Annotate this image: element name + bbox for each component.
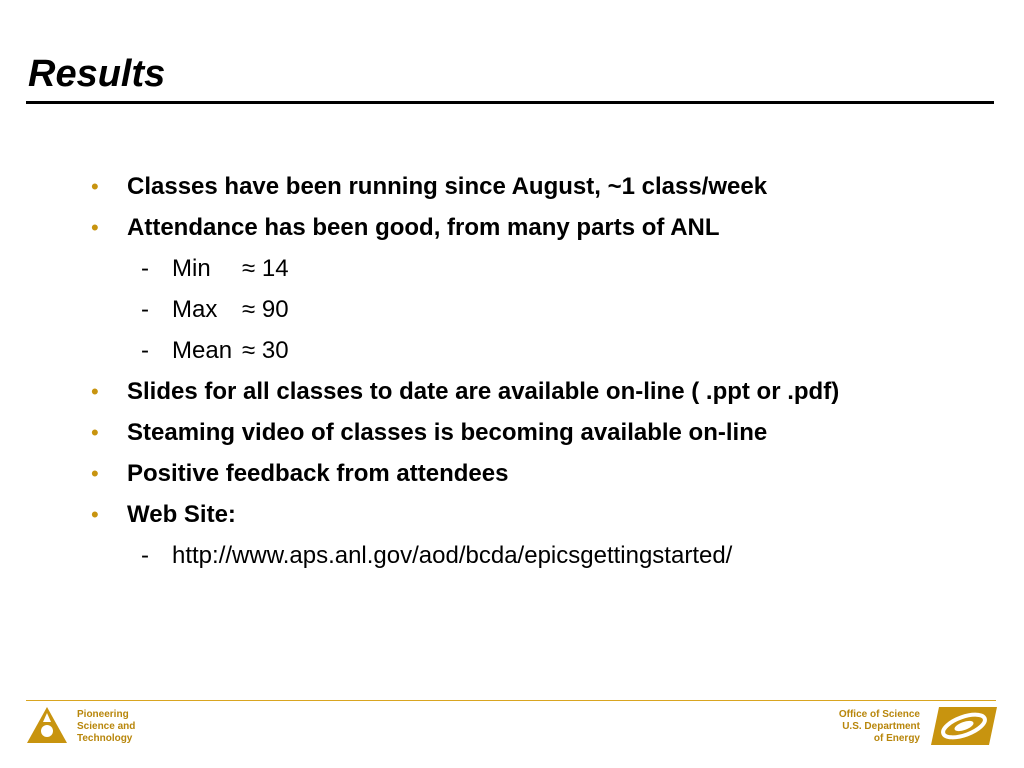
bullet-item (0, 166, 1024, 207)
footer-right-line: Office of Science (838, 709, 920, 720)
web-site-url: http://www.aps.anl.gov/aod/bcda/epicsgettingstarted/ (172, 542, 733, 569)
stat-label: Mean (172, 337, 233, 364)
dash-icon: - (141, 337, 149, 364)
sub-bullet-text (172, 289, 289, 330)
footer-right-line: of Energy (873, 733, 920, 744)
bullet-item (0, 494, 1024, 535)
bullet-text: Slides for all classes to date are available on-line ( .ppt or .pdf) (127, 378, 840, 405)
sub-bullet-item (0, 535, 1024, 576)
footer-left-line: Technology (77, 733, 133, 744)
bullet-text: Classes have been running since August, ~1 class/week (127, 173, 768, 200)
stat-value: ≈ 90 (242, 296, 289, 323)
sub-bullet-item (0, 248, 1024, 289)
bullet-text: Positive feedback from attendees (127, 460, 509, 487)
bullet-icon: • (91, 379, 99, 404)
bullet-text: Attendance has been good, from many parts of ANL (127, 214, 720, 241)
slide-title: Results (28, 53, 166, 95)
footer-left-line: Science and (77, 721, 136, 732)
argonne-logo-icon (26, 706, 68, 744)
sub-bullet-item (0, 289, 1024, 330)
stat-value: ≈ 30 (242, 337, 289, 364)
footer-right-line: U.S. Department (842, 721, 920, 732)
bullet-text: Steaming video of classes is becoming available on-line (127, 419, 768, 446)
dash-icon: - (141, 255, 149, 282)
bullet-icon: • (91, 215, 99, 240)
footer-divider (26, 700, 996, 701)
sub-bullet-text (172, 248, 289, 289)
bullet-text: Web Site: (127, 501, 236, 528)
stat-label: Min (172, 255, 211, 282)
bullet-icon: • (91, 420, 99, 445)
bullet-icon: • (91, 502, 99, 527)
sub-bullet-item (0, 330, 1024, 371)
doe-logo-icon (931, 707, 997, 745)
sub-bullet-text (172, 330, 289, 371)
title-divider (26, 101, 994, 104)
bullet-item (0, 207, 1024, 248)
dash-icon: - (141, 542, 149, 569)
footer-left-line: Pioneering (77, 709, 129, 720)
dash-icon: - (141, 296, 149, 323)
stat-value: ≈ 14 (242, 255, 289, 282)
bullet-icon: • (91, 174, 99, 199)
stat-label: Max (172, 296, 218, 323)
bullet-item (0, 412, 1024, 453)
bullet-item (0, 371, 1024, 412)
bullet-list (0, 166, 1024, 576)
footer-left-text (77, 709, 135, 745)
bullet-item (0, 453, 1024, 494)
bullet-icon: • (91, 461, 99, 486)
footer-right-text (839, 709, 920, 745)
